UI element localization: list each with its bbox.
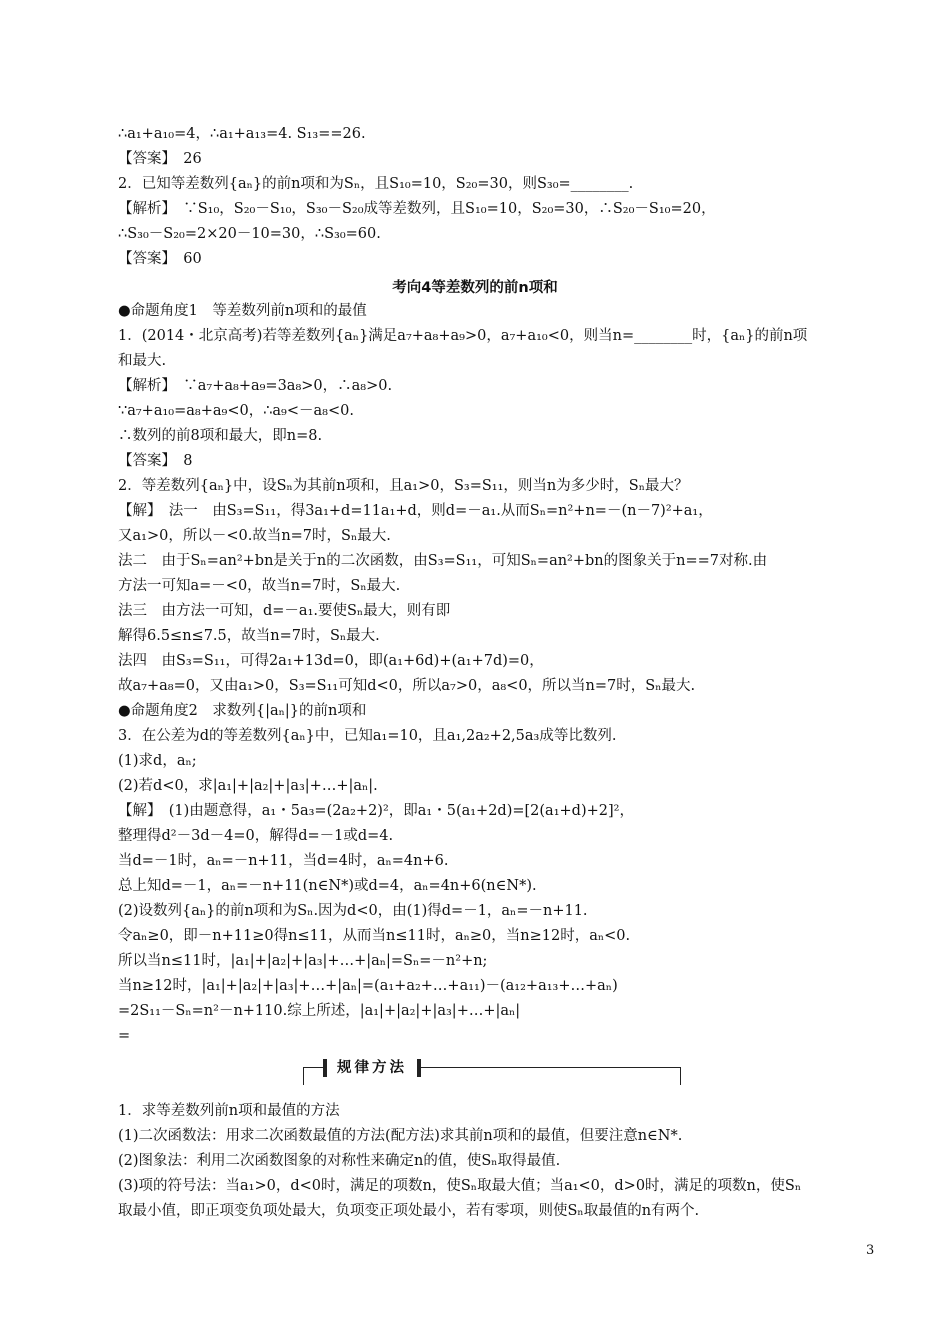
question-line: 2．等差数列{aₙ}中，设Sₙ为其前n项和，且a₁>0，S₃=S₁₁，则当n为多少时，Sₙ最大？ — [118, 478, 689, 494]
method-box-frame — [303, 1054, 681, 1086]
method-heading: 1．求等差数列前n项和最值的方法 — [118, 1103, 340, 1119]
method-item: 取最小值，即正项变负项处最大，负项变正项处最小，若有零项，则使Sₙ取最值的n有两个. — [118, 1203, 700, 1219]
analysis-line: 【解析】 ∵S₁₀，S₂₀－S₁₀，S₃₀－S₂₀成等差数列，且S₁₀=10，S₂₀=30，∴S₂₀－S₁₀=20， — [118, 201, 716, 217]
solution-line: 【解】 (1)由题意得，a₁・5a₃=(2a₂+2)²，即a₁・5(a₁+2d)=[2(a₁+d)+2]²， — [118, 803, 634, 819]
text-line: 又a₁>0，所以－<0.故当n=7时，Sₙ最大. — [118, 528, 391, 544]
text-line: ∵a₇+a₁₀=a₈+a₉<0，∴a₉<－a₈<0. — [118, 403, 354, 419]
question-line: 1．(2014・北京高考)若等差数列{aₙ}满足a₇+a₈+a₉>0，a₇+a₁₀<0，则当n=________时，{aₙ}的前n项 — [118, 328, 808, 344]
method-three-line: 法三 由方法一可知，d=－a₁.要使Sₙ最大，则有即 — [118, 603, 451, 619]
topic-angle-2: ●命题角度2 求数列{|aₙ|}的前n项和 — [118, 703, 367, 719]
method-box-title: 规律方法 — [337, 1060, 407, 1076]
answer-line: 【答案】 60 — [118, 251, 202, 267]
method-item: (3)项的符号法：当a₁>0，d<0时，满足的项数n，使Sₙ取最大值；当a₁<0，d>0时，满足的项数n，使Sₙ — [118, 1178, 802, 1194]
text-line: ∴a₁+a₁₀=4，∴a₁+a₁₃=4. S₁₃==26. — [118, 126, 366, 142]
text-line: (2)若d<0，求|a₁|+|a₂|+|a₃|+…+|aₙ|. — [118, 778, 378, 794]
text-line: 总上知d=－1，aₙ=－n+11(n∈N*)或d=4，aₙ=4n+6(n∈N*). — [118, 878, 537, 894]
section-heading: 考向4等差数列的前n项和 — [392, 280, 558, 296]
method-item: (1)二次函数法：用求二次函数最值的方法(配方法)求其前n项和的最值，但要注意n∈N*. — [118, 1128, 683, 1144]
method-item: (2)图象法：利用二次函数图象的对称性来确定n的值，使Sₙ取得最值. — [118, 1153, 561, 1169]
text-line: ∴数列的前8项和最大，即n=8. — [118, 428, 323, 444]
question-line: 2．已知等差数列{aₙ}的前n项和为Sₙ，且S₁₀=10，S₂₀=30，则S₃₀=________. — [118, 176, 634, 192]
text-line: 令aₙ≥0，即－n+11≥0得n≤11，从而当n≤11时，aₙ≥0，当n≥12时，aₙ<0. — [118, 928, 631, 944]
text-line: 方法一可知a=－<0，故当n=7时，Sₙ最大. — [118, 578, 401, 594]
text-line: 故a₇+a₈=0，又由a₁>0，S₃=S₁₁可知d<0，所以a₇>0，a₈<0，所以当n=7时，Sₙ最大. — [118, 678, 696, 694]
text-line: 当d=－1时，aₙ=－n+11，当d=4时，aₙ=4n+6. — [118, 853, 449, 869]
text-line: 当n≥12时，|a₁|+|a₂|+|a₃|+…+|aₙ|=(a₁+a₂+…+a₁₁)－(a₁₂+a₁₃+…+aₙ) — [118, 978, 618, 994]
answer-line: 【答案】 8 — [118, 453, 193, 469]
solution-line: 【解】 法一 由S₃=S₁₁，得3a₁+d=11a₁+d，则d=－a₁.从而Sₙ=n²+n=－(n－7)²+a₁， — [118, 503, 713, 519]
answer-line: 【答案】 26 — [118, 151, 202, 167]
text-line: 所以当n≤11时，|a₁|+|a₂|+|a₃|+…+|aₙ|=Sₙ=－n²+n; — [118, 953, 488, 969]
question-line: 3．在公差为d的等差数列{aₙ}中，已知a₁=10，且a₁,2a₂+2,5a₃成等比数列. — [118, 728, 617, 744]
text-line: = — [118, 1028, 131, 1044]
text-line: (2)设数列{aₙ}的前n项和为Sₙ.因为d<0，由(1)得d=－1，aₙ=－n+11. — [118, 903, 588, 919]
page-number: 3 — [866, 1243, 875, 1258]
title-bar-left — [323, 1059, 327, 1077]
text-line: (1)求d，aₙ; — [118, 753, 197, 769]
text-line: 和最大. — [118, 353, 167, 369]
box-right-rule — [680, 1067, 681, 1085]
box-left-rule — [303, 1067, 304, 1085]
analysis-line: 【解析】 ∵a₇+a₈+a₉=3a₈>0，∴a₈>0. — [118, 378, 393, 394]
text-line: 整理得d²－3d－4=0，解得d=－1或d=4. — [118, 828, 394, 844]
text-line: =2S₁₁－Sₙ=n²－n+110.综上所述，|a₁|+|a₂|+|a₃|+…+|aₙ| — [118, 1003, 521, 1019]
text-line: 解得6.5≤n≤7.5，故当n=7时，Sₙ最大. — [118, 628, 380, 644]
text-line: ∴S₃₀－S₂₀=2×20－10=30，∴S₃₀=60. — [118, 226, 381, 242]
method-four-line: 法四 由S₃=S₁₁，可得2a₁+13d=0，即(a₁+6d)+(a₁+7d)=0， — [118, 653, 544, 669]
topic-angle-1: ●命题角度1 等差数列前n项和的最值 — [118, 303, 367, 319]
title-bar-right — [417, 1059, 421, 1077]
method-two-line: 法二 由于Sₙ=an²+bn是关于n的二次函数，由S₃=S₁₁，可知Sₙ=an²+bn的图象关于n==7对称.由 — [118, 553, 768, 569]
method-box-title-wrap — [323, 1056, 421, 1077]
